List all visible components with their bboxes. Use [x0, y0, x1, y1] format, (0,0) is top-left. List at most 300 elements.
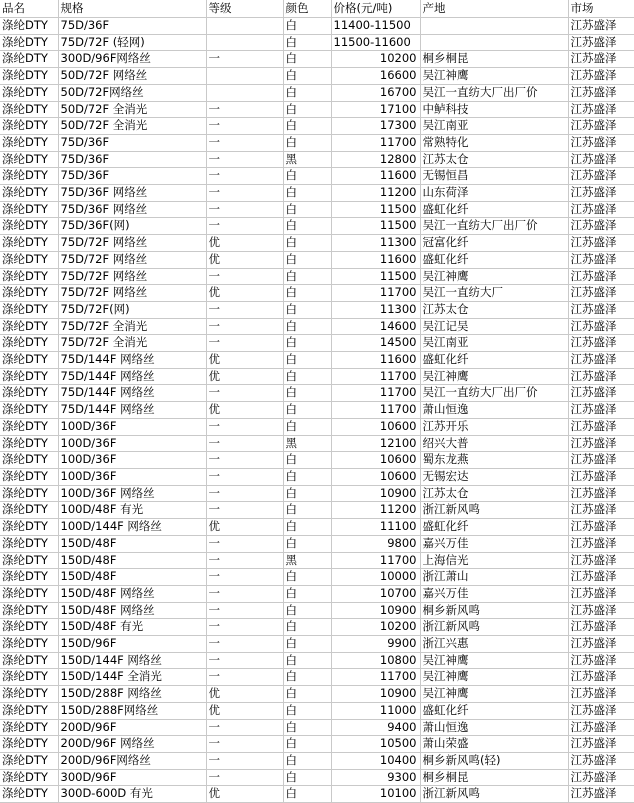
cell-color: 黑: [283, 552, 331, 569]
cell-spec: 50D/72F 全消光: [58, 118, 206, 135]
table-row: [0, 335, 634, 352]
table-row: [0, 352, 634, 369]
cell-spec: 150D/48F: [58, 569, 206, 586]
cell-color: 白: [283, 686, 331, 703]
cell-market: 江苏盛泽: [568, 34, 634, 51]
cell-market: 江苏盛泽: [568, 619, 634, 636]
table-row: [0, 535, 634, 552]
table-row: [0, 34, 634, 51]
cell-spec: 75D/72F 网络丝: [58, 268, 206, 285]
cell-product: 涤纶DTY: [0, 335, 58, 352]
cell-spec: 75D/72F 全消光: [58, 335, 206, 352]
cell-market: 江苏盛泽: [568, 251, 634, 268]
cell-price: 9400: [331, 719, 420, 736]
cell-price: 9900: [331, 636, 420, 653]
cell-product: 涤纶DTY: [0, 118, 58, 135]
cell-origin: 无锡恒昌: [420, 168, 568, 185]
cell-market: 江苏盛泽: [568, 485, 634, 502]
cell-product: 涤纶DTY: [0, 468, 58, 485]
cell-spec: 150D/48F 网络丝: [58, 585, 206, 602]
cell-market: 江苏盛泽: [568, 535, 634, 552]
cell-color: 白: [283, 118, 331, 135]
cell-origin: 江苏太仓: [420, 151, 568, 168]
cell-origin: 江苏太仓: [420, 485, 568, 502]
header-cell-grade: 等级: [206, 0, 283, 18]
cell-product: 涤纶DTY: [0, 268, 58, 285]
cell-price: 17100: [331, 101, 420, 118]
cell-spec: 75D/36F: [58, 18, 206, 35]
cell-grade: 一: [206, 585, 283, 602]
cell-product: 涤纶DTY: [0, 352, 58, 369]
cell-product: 涤纶DTY: [0, 602, 58, 619]
cell-market: 江苏盛泽: [568, 585, 634, 602]
table-row: [0, 268, 634, 285]
table-row: [0, 251, 634, 268]
cell-grade: 优: [206, 352, 283, 369]
cell-market: 江苏盛泽: [568, 686, 634, 703]
cell-grade: 一: [206, 652, 283, 669]
cell-origin: 桐乡新风鸣: [420, 602, 568, 619]
cell-market: 江苏盛泽: [568, 51, 634, 68]
cell-color: 白: [283, 84, 331, 101]
table-row: [0, 301, 634, 318]
cell-grade: 优: [206, 235, 283, 252]
cell-price: 10600: [331, 452, 420, 469]
table-row: [0, 435, 634, 452]
table-row: [0, 285, 634, 302]
cell-origin: 无锡宏达: [420, 468, 568, 485]
cell-spec: 200D/96F: [58, 719, 206, 736]
cell-grade: 一: [206, 719, 283, 736]
cell-origin: 冠富化纤: [420, 235, 568, 252]
cell-market: 江苏盛泽: [568, 652, 634, 669]
cell-product: 涤纶DTY: [0, 218, 58, 235]
cell-origin: 盛虹化纤: [420, 201, 568, 218]
cell-market: 江苏盛泽: [568, 602, 634, 619]
table-row: [0, 752, 634, 769]
cell-origin: 中鲈科技: [420, 101, 568, 118]
cell-spec: 150D/48F 有光: [58, 619, 206, 636]
cell-market: 江苏盛泽: [568, 118, 634, 135]
header-cell-spec: 规格: [58, 0, 206, 18]
cell-product: 涤纶DTY: [0, 101, 58, 118]
cell-product: 涤纶DTY: [0, 485, 58, 502]
cell-grade: 一: [206, 301, 283, 318]
header-cell-price: 价格(元/吨): [331, 0, 420, 18]
table-row: [0, 736, 634, 753]
cell-origin: 吴江神鹰: [420, 68, 568, 85]
cell-spec: 150D/288F 网络丝: [58, 686, 206, 703]
cell-spec: 150D/48F: [58, 552, 206, 569]
cell-color: 白: [283, 585, 331, 602]
cell-origin: 吴江神鹰: [420, 669, 568, 686]
cell-origin: 浙江兴惠: [420, 636, 568, 653]
cell-product: 涤纶DTY: [0, 652, 58, 669]
cell-color: 白: [283, 736, 331, 753]
cell-product: 涤纶DTY: [0, 84, 58, 101]
cell-product: 涤纶DTY: [0, 519, 58, 536]
cell-market: 江苏盛泽: [568, 552, 634, 569]
cell-grade: 一: [206, 51, 283, 68]
cell-origin: 吴江记吴: [420, 318, 568, 335]
cell-color: 白: [283, 569, 331, 586]
cell-origin: 常熟特化: [420, 134, 568, 151]
table-row: [0, 402, 634, 419]
cell-product: 涤纶DTY: [0, 18, 58, 35]
cell-origin: 吴江一直纺大厂: [420, 285, 568, 302]
table-row: [0, 218, 634, 235]
cell-grade: 一: [206, 418, 283, 435]
cell-origin: 萧山恒逸: [420, 719, 568, 736]
cell-origin: 盛虹化纤: [420, 251, 568, 268]
table-row: [0, 719, 634, 736]
cell-price: 10900: [331, 485, 420, 502]
cell-grade: [206, 84, 283, 101]
cell-grade: 一: [206, 134, 283, 151]
cell-grade: [206, 18, 283, 35]
cell-spec: 75D/72F(网): [58, 301, 206, 318]
cell-product: 涤纶DTY: [0, 452, 58, 469]
cell-color: 白: [283, 335, 331, 352]
table-row: [0, 636, 634, 653]
cell-price: 11600: [331, 251, 420, 268]
cell-product: 涤纶DTY: [0, 68, 58, 85]
table-row: [0, 368, 634, 385]
cell-product: 涤纶DTY: [0, 134, 58, 151]
table-row: [0, 686, 634, 703]
cell-grade: 一: [206, 736, 283, 753]
cell-color: 白: [283, 368, 331, 385]
cell-color: 白: [283, 68, 331, 85]
cell-spec: 75D/72F 全消光: [58, 318, 206, 335]
cell-market: 江苏盛泽: [568, 435, 634, 452]
cell-origin: 桐乡桐昆: [420, 769, 568, 786]
cell-product: 涤纶DTY: [0, 619, 58, 636]
cell-product: 涤纶DTY: [0, 736, 58, 753]
cell-spec: 100D/36F: [58, 452, 206, 469]
cell-price: 11300: [331, 235, 420, 252]
cell-market: 江苏盛泽: [568, 402, 634, 419]
cell-origin: 盛虹化纤: [420, 519, 568, 536]
header-cell-market: 市场: [568, 0, 634, 18]
cell-color: 白: [283, 502, 331, 519]
cell-product: 涤纶DTY: [0, 34, 58, 51]
cell-spec: 150D/48F 网络丝: [58, 602, 206, 619]
table-row: [0, 619, 634, 636]
cell-grade: 一: [206, 452, 283, 469]
cell-color: 白: [283, 285, 331, 302]
cell-price: 11000: [331, 702, 420, 719]
cell-price: 10700: [331, 585, 420, 602]
cell-origin: 吴江神鹰: [420, 686, 568, 703]
header-cell-color: 颜色: [283, 0, 331, 18]
cell-grade: 一: [206, 201, 283, 218]
cell-product: 涤纶DTY: [0, 702, 58, 719]
cell-grade: 一: [206, 602, 283, 619]
cell-price: 14600: [331, 318, 420, 335]
cell-product: 涤纶DTY: [0, 569, 58, 586]
header-cell-origin: 产地: [420, 0, 568, 18]
table-row: [0, 502, 634, 519]
cell-spec: 100D/36F: [58, 435, 206, 452]
cell-spec: 100D/144F 网络丝: [58, 519, 206, 536]
cell-spec: 100D/48F 有光: [58, 502, 206, 519]
cell-origin: 吴江神鹰: [420, 368, 568, 385]
cell-price: 12100: [331, 435, 420, 452]
cell-spec: 75D/36F: [58, 134, 206, 151]
cell-grade: 一: [206, 769, 283, 786]
cell-price: 11700: [331, 669, 420, 686]
cell-spec: 150D/48F: [58, 535, 206, 552]
cell-price: 10200: [331, 51, 420, 68]
cell-spec: 75D/72F 网络丝: [58, 251, 206, 268]
cell-market: 江苏盛泽: [568, 134, 634, 151]
cell-market: 江苏盛泽: [568, 101, 634, 118]
cell-product: 涤纶DTY: [0, 752, 58, 769]
cell-spec: 150D/288F网络丝: [58, 702, 206, 719]
cell-color: 白: [283, 786, 331, 803]
table-row: [0, 18, 634, 35]
cell-grade: 优: [206, 368, 283, 385]
cell-market: 江苏盛泽: [568, 736, 634, 753]
cell-product: 涤纶DTY: [0, 502, 58, 519]
cell-market: 江苏盛泽: [568, 301, 634, 318]
cell-price: 10400: [331, 752, 420, 769]
cell-grade: [206, 34, 283, 51]
table-row: [0, 468, 634, 485]
cell-spec: 75D/36F(网): [58, 218, 206, 235]
cell-spec: 75D/72F (轻网): [58, 34, 206, 51]
cell-color: 白: [283, 669, 331, 686]
cell-price: 17300: [331, 118, 420, 135]
cell-market: 江苏盛泽: [568, 502, 634, 519]
cell-color: 白: [283, 636, 331, 653]
cell-origin: 桐乡桐昆: [420, 51, 568, 68]
table-body: [0, 18, 634, 803]
cell-color: 白: [283, 201, 331, 218]
cell-product: 涤纶DTY: [0, 636, 58, 653]
table-row: [0, 786, 634, 803]
cell-color: 白: [283, 251, 331, 268]
cell-market: 江苏盛泽: [568, 68, 634, 85]
cell-market: 江苏盛泽: [568, 151, 634, 168]
cell-product: 涤纶DTY: [0, 285, 58, 302]
cell-price: 11600: [331, 352, 420, 369]
cell-spec: 75D/36F: [58, 168, 206, 185]
cell-spec: 75D/36F: [58, 151, 206, 168]
cell-origin: 萧山恒逸: [420, 402, 568, 419]
table-row: [0, 585, 634, 602]
cell-grade: 一: [206, 502, 283, 519]
cell-spec: 300D/96F网络丝: [58, 51, 206, 68]
cell-color: 白: [283, 602, 331, 619]
cell-grade: 一: [206, 569, 283, 586]
cell-color: 白: [283, 535, 331, 552]
cell-price: 11700: [331, 134, 420, 151]
table-row: [0, 318, 634, 335]
cell-grade: 一: [206, 335, 283, 352]
cell-origin: [420, 34, 568, 51]
cell-origin: 蜀东龙燕: [420, 452, 568, 469]
cell-price: 12800: [331, 151, 420, 168]
cell-color: 白: [283, 402, 331, 419]
cell-spec: 150D/144F 网络丝: [58, 652, 206, 669]
table-row: [0, 118, 634, 135]
cell-product: 涤纶DTY: [0, 435, 58, 452]
table-row: [0, 702, 634, 719]
cell-price: 11100: [331, 519, 420, 536]
cell-grade: 一: [206, 151, 283, 168]
cell-origin: 绍兴大普: [420, 435, 568, 452]
cell-grade: 优: [206, 251, 283, 268]
cell-origin: 浙江新风鸣: [420, 502, 568, 519]
cell-product: 涤纶DTY: [0, 669, 58, 686]
cell-spec: 300D/96F: [58, 769, 206, 786]
cell-market: 江苏盛泽: [568, 669, 634, 686]
table-row: [0, 552, 634, 569]
cell-price: 11200: [331, 502, 420, 519]
cell-product: 涤纶DTY: [0, 185, 58, 202]
cell-origin: 江苏开乐: [420, 418, 568, 435]
cell-product: 涤纶DTY: [0, 201, 58, 218]
cell-color: 白: [283, 301, 331, 318]
cell-grade: 优: [206, 702, 283, 719]
cell-grade: 一: [206, 468, 283, 485]
cell-product: 涤纶DTY: [0, 251, 58, 268]
cell-price: 11700: [331, 552, 420, 569]
cell-spec: 300D-600D 有光: [58, 786, 206, 803]
cell-origin: 盛虹化纤: [420, 352, 568, 369]
cell-product: 涤纶DTY: [0, 418, 58, 435]
cell-color: 白: [283, 418, 331, 435]
cell-spec: 75D/72F 网络丝: [58, 285, 206, 302]
cell-market: 江苏盛泽: [568, 468, 634, 485]
cell-spec: 200D/96F网络丝: [58, 752, 206, 769]
cell-spec: 75D/144F 网络丝: [58, 352, 206, 369]
cell-market: 江苏盛泽: [568, 335, 634, 352]
table-row: [0, 669, 634, 686]
table-row: [0, 652, 634, 669]
cell-price: 11600: [331, 168, 420, 185]
cell-color: 白: [283, 752, 331, 769]
cell-color: 白: [283, 318, 331, 335]
cell-product: 涤纶DTY: [0, 686, 58, 703]
cell-color: 白: [283, 652, 331, 669]
cell-price: 10200: [331, 619, 420, 636]
cell-color: 白: [283, 702, 331, 719]
cell-origin: 浙江新风鸣: [420, 619, 568, 636]
cell-market: 江苏盛泽: [568, 235, 634, 252]
cell-price: 10900: [331, 686, 420, 703]
cell-price: 10100: [331, 786, 420, 803]
cell-spec: 75D/144F 网络丝: [58, 368, 206, 385]
table-row: [0, 452, 634, 469]
cell-grade: 一: [206, 619, 283, 636]
cell-origin: 桐乡新风鸣(轻): [420, 752, 568, 769]
cell-grade: 一: [206, 385, 283, 402]
cell-market: 江苏盛泽: [568, 418, 634, 435]
table-row: [0, 235, 634, 252]
cell-product: 涤纶DTY: [0, 318, 58, 335]
cell-product: 涤纶DTY: [0, 385, 58, 402]
cell-price: 10600: [331, 418, 420, 435]
cell-market: 江苏盛泽: [568, 18, 634, 35]
cell-color: 黑: [283, 151, 331, 168]
table-row: [0, 185, 634, 202]
cell-origin: 嘉兴万佳: [420, 535, 568, 552]
cell-color: 白: [283, 468, 331, 485]
cell-product: 涤纶DTY: [0, 769, 58, 786]
cell-spec: 100D/36F 网络丝: [58, 485, 206, 502]
cell-market: 江苏盛泽: [568, 636, 634, 653]
cell-color: 白: [283, 352, 331, 369]
cell-color: 白: [283, 34, 331, 51]
cell-price: 11700: [331, 368, 420, 385]
table-row: [0, 602, 634, 619]
cell-price: 11500: [331, 201, 420, 218]
header-cell-product: 品名: [0, 0, 58, 18]
cell-product: 涤纶DTY: [0, 151, 58, 168]
cell-price: 10600: [331, 468, 420, 485]
cell-color: 白: [283, 268, 331, 285]
cell-market: 江苏盛泽: [568, 719, 634, 736]
cell-price: 14500: [331, 335, 420, 352]
cell-price: 11700: [331, 285, 420, 302]
cell-grade: 一: [206, 636, 283, 653]
cell-spec: 100D/36F: [58, 418, 206, 435]
cell-spec: 100D/36F: [58, 468, 206, 485]
cell-market: 江苏盛泽: [568, 752, 634, 769]
cell-color: 白: [283, 101, 331, 118]
cell-origin: 浙江萧山: [420, 569, 568, 586]
cell-market: 江苏盛泽: [568, 268, 634, 285]
cell-grade: 一: [206, 168, 283, 185]
cell-price: 10000: [331, 569, 420, 586]
header-row: [0, 0, 634, 18]
cell-price: 11200: [331, 185, 420, 202]
cell-market: 江苏盛泽: [568, 201, 634, 218]
cell-origin: 吴江南亚: [420, 335, 568, 352]
table-row: [0, 84, 634, 101]
cell-grade: 一: [206, 101, 283, 118]
cell-color: 白: [283, 385, 331, 402]
cell-origin: 上海信光: [420, 552, 568, 569]
cell-origin: 吴江神鹰: [420, 268, 568, 285]
cell-origin: [420, 18, 568, 35]
cell-price: 16700: [331, 84, 420, 101]
cell-price: 11500-11600: [331, 34, 420, 51]
table-row: [0, 168, 634, 185]
cell-origin: 吴江神鹰: [420, 652, 568, 669]
cell-spec: 75D/72F 网络丝: [58, 235, 206, 252]
table-row: [0, 68, 634, 85]
cell-grade: 一: [206, 752, 283, 769]
cell-spec: 75D/144F 网络丝: [58, 402, 206, 419]
cell-grade: 一: [206, 485, 283, 502]
cell-price: 11300: [331, 301, 420, 318]
cell-color: 白: [283, 185, 331, 202]
cell-market: 江苏盛泽: [568, 352, 634, 369]
cell-price: 10500: [331, 736, 420, 753]
cell-price: 11400-11500: [331, 18, 420, 35]
cell-price: 16600: [331, 68, 420, 85]
cell-origin: 山东荷泽: [420, 185, 568, 202]
cell-origin: 嘉兴万佳: [420, 585, 568, 602]
cell-market: 江苏盛泽: [568, 385, 634, 402]
cell-market: 江苏盛泽: [568, 452, 634, 469]
cell-price: 11500: [331, 268, 420, 285]
cell-color: 白: [283, 18, 331, 35]
